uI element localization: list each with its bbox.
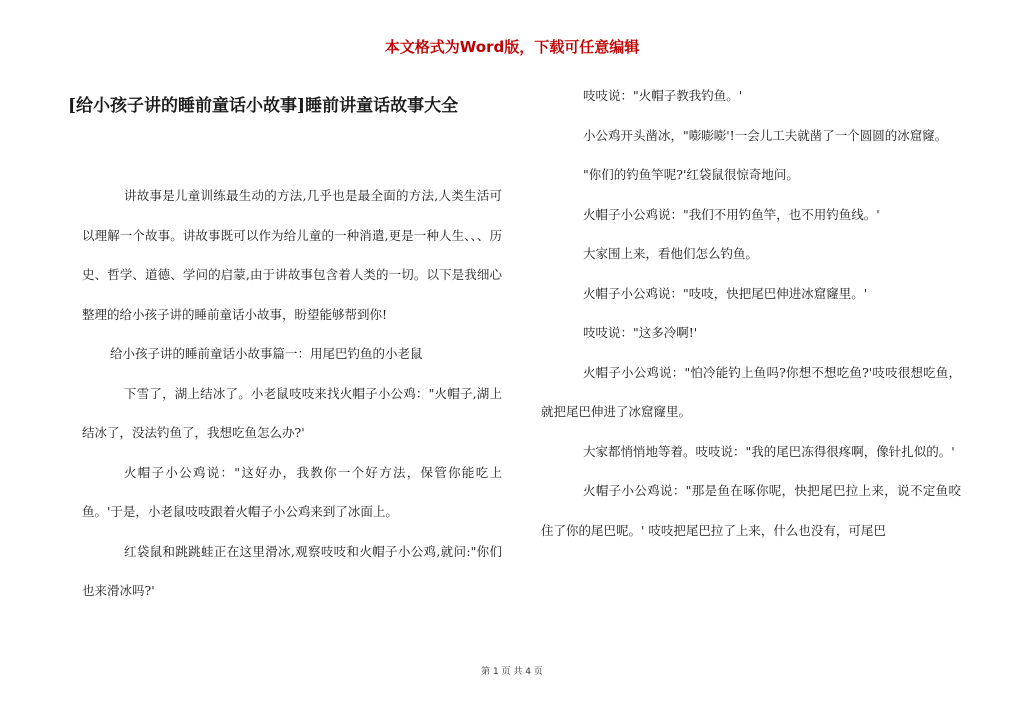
document-title: [给小孩子讲的睡前童话小故事]睡前讲童话故事大全 — [68, 96, 459, 116]
story-heading: 给小孩子讲的睡前童话小故事篇一：用尾巴钓鱼的小老鼠 — [110, 346, 423, 361]
story-paragraph: 大家都悄悄地等着。吱吱说："我的尾巴冻得很疼啊，像针扎似的。' — [583, 443, 955, 459]
story-paragraph: 大家围上来，看他们怎么钓鱼。 — [583, 246, 759, 261]
story-paragraph: 下雪了，湖上结冰了。小老鼠吱吱来找火帽子小公鸡："火帽子,湖上结冰了，没法钓鱼了，我想吃鱼怎么办?' — [82, 385, 502, 440]
left-column — [82, 176, 502, 611]
page-number: 第 1 页 共 4 页 — [481, 667, 543, 677]
right-column — [541, 76, 961, 550]
story-paragraph: 火帽子小公鸡说："那是鱼在啄你呢，快把尾巴拉上来，说不定鱼咬住了你的尾巴呢。' 吱吱把尾巴拉了上来，什么也没有，可尾巴 — [541, 483, 961, 538]
story-paragraph: "你们的钓鱼竿呢?'红袋鼠很惊奇地问。 — [583, 167, 799, 182]
story-paragraph: 火帽子小公鸡说："我们不用钓鱼竿，也不用钓鱼线。' — [583, 206, 880, 222]
story-paragraph: 火帽子小公鸡说："怕冷能钓上鱼吗?你想不想吃鱼?'吱吱很想吃鱼，就把尾巴伸进了冰窟窿里。 — [541, 364, 961, 419]
story-paragraph: 吱吱说："这多冷啊!' — [583, 325, 698, 340]
word-edit-banner: 本文格式为Word版，下载可任意编辑 — [384, 38, 640, 56]
story-paragraph: 火帽子小公鸡说："这好办，我教你一个好方法，保管你能吃上鱼。'于是，小老鼠吱吱跟着火帽子小公鸡来到了冰面上。 — [82, 464, 502, 519]
story-paragraph: 火帽子小公鸡说："吱吱，快把尾巴伸进冰窟窿里。' — [583, 285, 868, 301]
story-paragraph: 小公鸡开头凿冰，"嘭嘭嘭'!一会儿工夫就凿了一个圆圆的冰窟窿。 — [583, 127, 948, 143]
story-paragraph: 吱吱说："火帽子教我钓鱼。' — [583, 88, 743, 103]
story-paragraph: 红袋鼠和跳跳蛙正在这里滑冰,观察吱吱和火帽子小公鸡,就问:"你们也来滑冰吗?' — [82, 543, 502, 598]
intro-paragraph: 讲故事是儿童训练最生动的方法,几乎也是最全面的方法,人类生活可以理解一个故事。讲故事既可以作为给儿童的一种消遣,更是一种人生、、、历史、哲学、道德、学问的启蒙,由于讲故事包含着人类的一切。以下是我细心整理的给小孩子讲的睡前童话小故事，盼望能够帮到你! — [82, 188, 502, 322]
